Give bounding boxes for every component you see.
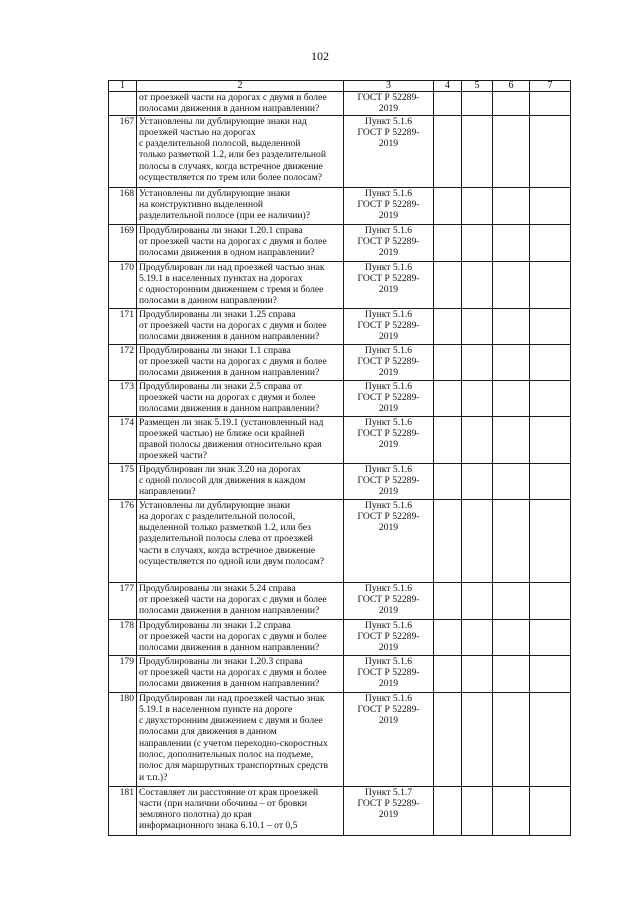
- reference-line: ГОСТ Р 52289-: [357, 474, 420, 486]
- empty-cell-col-7: [530, 692, 571, 786]
- reference-line: ГОСТ Р 52289-: [357, 703, 420, 715]
- reference-line: Пункт 5.1.6: [364, 463, 413, 475]
- reference-line: 2019: [378, 642, 399, 654]
- question-line: от проезжей части на дорогах с двумя и более: [139, 92, 327, 103]
- empty-cell-col-5: [462, 416, 493, 463]
- question-line: полосами движения в одном направлении?: [139, 247, 315, 259]
- question-cell: [137, 187, 344, 224]
- empty-cell-col-6: [493, 344, 530, 380]
- table-row: [109, 308, 571, 344]
- empty-cell-col-5: [462, 655, 493, 692]
- question-line: полосами движения в данном направлении?: [139, 642, 320, 654]
- reference-line: ГОСТ Р 52289-: [357, 427, 420, 439]
- question-cell: [137, 499, 344, 582]
- empty-cell-col-4: [434, 582, 462, 619]
- question-line: разделительной полосе (при ее наличии)?: [139, 210, 310, 222]
- question-line: правой полосы движения относительно края: [139, 439, 322, 451]
- question-line: полосами в данном направлении?: [139, 295, 277, 307]
- row-number: 173: [109, 380, 137, 416]
- empty-cell-col-4: [434, 416, 462, 463]
- empty-cell-col-4: [434, 308, 462, 344]
- question-line: от проезжей части на дорогах с двумя и более: [139, 235, 327, 247]
- question-line: проезжей части?: [139, 450, 208, 462]
- empty-cell-col-5: [462, 499, 493, 582]
- question-line: с одной полосой для движения в каждом: [139, 474, 306, 486]
- reference-cell: [344, 344, 434, 380]
- question-line: Продублированы ли знаки 1.20.3 справа: [139, 655, 303, 667]
- reference-line: Пункт 5.1.6: [364, 619, 413, 631]
- empty-cell-col-7: [530, 115, 571, 187]
- question-line: части (при наличии обочины – от бровки: [139, 797, 308, 809]
- reference-cell: [344, 786, 434, 835]
- empty-cell-col-7: [530, 655, 571, 692]
- row-number: 170: [109, 261, 137, 308]
- question-line: осуществляется по одной или двум полосам?: [139, 556, 325, 568]
- question-line: Продублированы ли знаки 1.1 справа: [139, 344, 291, 356]
- empty-cell-col-5: [462, 261, 493, 308]
- question-cell: [137, 115, 344, 187]
- table-row: [109, 344, 571, 380]
- empty-cell-col-4: [434, 655, 462, 692]
- question-line: Продублированы ли знаки 5.24 справа: [139, 582, 296, 594]
- question-cell: [137, 344, 344, 380]
- empty-cell-col-5: [462, 115, 493, 187]
- question-line: полос, дополнительных полос на подъеме,: [139, 749, 314, 761]
- question-line: Продублирован ли над проезжей частью знак: [139, 261, 325, 273]
- reference-line: 2019: [378, 247, 399, 259]
- reference-line: Пункт 5.1.6: [364, 416, 413, 428]
- question-cell: [137, 619, 344, 655]
- reference-line: 2019: [378, 210, 399, 222]
- empty-cell-col-6: [493, 224, 530, 261]
- row-number: 180: [109, 692, 137, 786]
- empty-cell-col-7: [530, 308, 571, 344]
- empty-cell-col-6: [493, 499, 530, 582]
- reference-line: Пункт 5.1.6: [364, 499, 413, 511]
- row-number: 177: [109, 582, 137, 619]
- table-row: [109, 115, 571, 187]
- empty-cell-col-5: [462, 582, 493, 619]
- table-row: [109, 416, 571, 463]
- empty-cell-col-7: [530, 380, 571, 416]
- reference-line: ГОСТ Р 52289-: [357, 630, 420, 642]
- reference-line: 2019: [378, 715, 399, 727]
- empty-cell-col-4: [434, 380, 462, 416]
- reference-line: ГОСТ Р 52289-: [357, 198, 420, 210]
- question-cell: [137, 308, 344, 344]
- reference-line: ГОСТ Р 52289-: [357, 126, 420, 138]
- page-number: 102: [311, 49, 329, 63]
- reference-line: Пункт 5.1.6: [364, 308, 413, 320]
- question-line: полосами движения в данном направлении?: [139, 605, 320, 617]
- question-cell: [137, 582, 344, 619]
- reference-cell: [344, 92, 434, 116]
- table-row: [109, 655, 571, 692]
- empty-cell-col-6: [493, 380, 530, 416]
- reference-cell: [344, 619, 434, 655]
- empty-cell-col-6: [493, 655, 530, 692]
- reference-line: ГОСТ Р 52289-: [357, 235, 420, 247]
- empty-cell-col-5: [462, 786, 493, 835]
- empty-cell-col-6: [493, 308, 530, 344]
- question-line: части в случаях, когда встречное движение: [139, 544, 316, 556]
- question-line: Размещен ли знак 5.19.1 (установленный над: [139, 416, 324, 428]
- table-row: [109, 92, 571, 116]
- row-number: 169: [109, 224, 137, 261]
- reference-line: Пункт 5.1.6: [364, 380, 413, 392]
- table-row: [109, 786, 571, 835]
- reference-cell: [344, 187, 434, 224]
- empty-cell-col-6: [493, 619, 530, 655]
- row-number: 167: [109, 115, 137, 187]
- empty-cell-col-5: [462, 463, 493, 499]
- empty-cell-col-6: [493, 692, 530, 786]
- empty-cell-col-6: [493, 463, 530, 499]
- reference-line: ГОСТ Р 52289-: [357, 593, 420, 605]
- empty-cell-col-7: [530, 344, 571, 380]
- row-number: 176: [109, 499, 137, 582]
- question-line: от проезжей части на дорогах с двумя и более: [139, 630, 327, 642]
- question-line: полосами движения в данном направлении?: [139, 678, 320, 690]
- empty-cell-col-7: [530, 786, 571, 835]
- reference-line: Пункт 5.1.6: [364, 582, 413, 594]
- reference-line: ГОСТ Р 52289-: [357, 391, 420, 403]
- question-line: Установлены ли дублирующие знаки над: [139, 115, 307, 127]
- reference-line: Пункт 5.1.7: [364, 786, 413, 798]
- question-line: Продублированы ли знаки 1.2 справа: [139, 619, 291, 631]
- question-line: Продублирован ли над проезжей частью знак: [139, 692, 325, 704]
- empty-cell-col-7: [530, 416, 571, 463]
- row-number: 178: [109, 619, 137, 655]
- header-row: [109, 81, 571, 92]
- reference-line: Пункт 5.1.6: [364, 115, 413, 127]
- empty-cell-col-4: [434, 692, 462, 786]
- table-row: [109, 380, 571, 416]
- table-row: [109, 499, 571, 582]
- question-line: 5.19.1 в населенном пункте на дороге: [139, 703, 293, 715]
- empty-cell-col-6: [493, 786, 530, 835]
- question-line: проезжей частью на дорогах: [139, 126, 256, 138]
- question-line: полосами для движения в данном: [139, 726, 277, 738]
- empty-cell-col-4: [434, 499, 462, 582]
- header-cell: 7: [530, 81, 571, 92]
- header-cell: 1: [109, 81, 137, 92]
- row-number: 174: [109, 416, 137, 463]
- question-line: Продублированы ли знаки 1.20.1 справа: [139, 224, 303, 236]
- reference-line: Пункт 5.1.6: [364, 187, 413, 199]
- question-line: с односторонним движением с тремя и более: [139, 284, 324, 296]
- question-line: Установлены ли дублирующие знаки: [139, 187, 291, 199]
- reference-line: 2019: [378, 678, 399, 690]
- empty-cell-col-7: [530, 224, 571, 261]
- reference-line: 2019: [378, 367, 399, 379]
- reference-line: 2019: [378, 403, 399, 415]
- reference-line: 2019: [378, 284, 399, 296]
- question-cell: [137, 786, 344, 835]
- reference-line: ГОСТ Р 52289-: [357, 272, 420, 284]
- question-cell: [137, 463, 344, 499]
- empty-cell-col-5: [462, 187, 493, 224]
- question-cell: [137, 416, 344, 463]
- table-row: [109, 692, 571, 786]
- row-number: 168: [109, 187, 137, 224]
- reference-line: Пункт 5.1.6: [364, 655, 413, 667]
- empty-cell-col-5: [462, 692, 493, 786]
- question-cell: [137, 692, 344, 786]
- question-line: 5.19.1 в населенных пунктах на дорогах: [139, 272, 303, 284]
- question-line: полосы в случаях, когда встречное движение: [139, 160, 323, 172]
- question-line: полосами движения в данном направлении?: [139, 331, 320, 343]
- empty-cell-col-4: [434, 224, 462, 261]
- empty-cell-col-7: [530, 187, 571, 224]
- empty-cell-col-6: [493, 187, 530, 224]
- reference-line: Пункт 5.1.6: [364, 344, 413, 356]
- empty-cell-col-4: [434, 261, 462, 308]
- reference-cell: [344, 416, 434, 463]
- reference-line: 2019: [378, 605, 399, 617]
- header-cell: 6: [493, 81, 530, 92]
- reference-line: Пункт 5.1.6: [364, 224, 413, 236]
- header-cell: 3: [344, 81, 434, 92]
- reference-line: ГОСТ Р 52289-: [357, 355, 420, 367]
- row-number: 181: [109, 786, 137, 835]
- reference-cell: [344, 463, 434, 499]
- row-number: 175: [109, 463, 137, 499]
- header-cell: 5: [462, 81, 493, 92]
- reference-line: ГОСТ Р 52289-: [357, 666, 420, 678]
- empty-cell-col-4: [434, 344, 462, 380]
- reference-cell: [344, 224, 434, 261]
- reference-cell: [344, 655, 434, 692]
- reference-cell: [344, 380, 434, 416]
- question-line: полосами движения в данном направлении?: [139, 103, 320, 115]
- header-cell: 4: [434, 81, 462, 92]
- question-line: полосами движения в данном направлении?: [139, 403, 320, 415]
- table-row: [109, 582, 571, 619]
- question-line: проезжей части на дорогах с двумя и более: [139, 391, 316, 403]
- question-line: от проезжей части на дорогах с двумя и более: [139, 319, 327, 331]
- reference-cell: [344, 308, 434, 344]
- question-line: осуществляется по трем или более полосам?: [139, 172, 323, 184]
- reference-cell: [344, 499, 434, 582]
- empty-cell-col-4: [434, 619, 462, 655]
- table-row: [109, 224, 571, 261]
- question-cell: [137, 380, 344, 416]
- reference-line: Пункт 5.1.6: [364, 261, 413, 273]
- table-row: [109, 187, 571, 224]
- empty-cell-col-6: [493, 115, 530, 187]
- empty-cell-col-5: [462, 92, 493, 116]
- empty-cell-col-6: [493, 416, 530, 463]
- question-cell: [137, 92, 344, 116]
- empty-cell-col-5: [462, 380, 493, 416]
- empty-cell-col-5: [462, 619, 493, 655]
- empty-cell-col-7: [530, 463, 571, 499]
- question-line: на конструктивно выделенной: [139, 198, 264, 210]
- reference-line: ГОСТ Р 52289-: [357, 92, 420, 103]
- reference-line: 2019: [378, 439, 399, 451]
- table-row: [109, 619, 571, 655]
- table-row: [109, 261, 571, 308]
- row-number: 172: [109, 344, 137, 380]
- question-line: от проезжей части на дорогах с двумя и более: [139, 593, 327, 605]
- question-cell: [137, 261, 344, 308]
- question-line: Продублированы ли знаки 1.25 справа: [139, 308, 296, 320]
- reference-line: 2019: [378, 522, 399, 534]
- header-cell: 2: [137, 81, 344, 92]
- reference-cell: [344, 115, 434, 187]
- empty-cell-col-4: [434, 115, 462, 187]
- question-line: Установлены ли дублирующие знаки: [139, 499, 291, 511]
- empty-cell-col-4: [434, 92, 462, 116]
- reference-cell: [344, 692, 434, 786]
- reference-line: 2019: [378, 331, 399, 343]
- empty-cell-col-7: [530, 582, 571, 619]
- question-line: с двухсторонним движением с двумя и более: [139, 715, 323, 727]
- reference-line: Пункт 5.1.6: [364, 692, 413, 704]
- reference-line: ГОСТ Р 52289-: [357, 510, 420, 522]
- empty-cell-col-6: [493, 582, 530, 619]
- empty-cell-col-5: [462, 344, 493, 380]
- question-line: только разметкой 1.2, или без разделительной: [139, 149, 326, 161]
- empty-cell-col-7: [530, 92, 571, 116]
- question-line: разделительной полосы слева от проезжей: [139, 533, 313, 545]
- empty-cell-col-4: [434, 187, 462, 224]
- question-cell: [137, 655, 344, 692]
- empty-cell-col-7: [530, 499, 571, 582]
- question-line: проезжей частью) не ближе оси крайней: [139, 427, 305, 439]
- question-line: от проезжей части на дорогах с двумя и более: [139, 666, 327, 678]
- question-line: от проезжей части на дорогах с двумя и более: [139, 355, 327, 367]
- question-line: полос для маршрутных транспортных средств: [139, 760, 329, 772]
- question-line: земляного полотна) до края: [139, 809, 252, 821]
- question-line: с разделительной полосой, выделенной: [139, 138, 301, 150]
- row-number: 179: [109, 655, 137, 692]
- question-line: Составляет ли расстояние от края проезжей: [139, 786, 319, 798]
- question-line: на дорогах с разделительной полосой,: [139, 510, 296, 522]
- reference-line: 2019: [378, 809, 399, 821]
- empty-cell-col-5: [462, 224, 493, 261]
- reference-line: ГОСТ Р 52289-: [357, 319, 420, 331]
- question-line: Продублирован ли знак 3.20 на дорогах: [139, 463, 301, 475]
- checklist-table: [108, 80, 571, 836]
- row-number: [109, 92, 137, 116]
- question-line: Продублированы ли знаки 2.5 справа от: [139, 380, 303, 392]
- question-line: полосами движения в данном направлении?: [139, 367, 320, 379]
- empty-cell-col-5: [462, 308, 493, 344]
- reference-line: 2019: [378, 138, 399, 150]
- row-number: 171: [109, 308, 137, 344]
- empty-cell-col-4: [434, 786, 462, 835]
- empty-cell-col-7: [530, 261, 571, 308]
- table-row: [109, 463, 571, 499]
- question-line: направлении (с учетом переходно-скоростных: [139, 737, 328, 749]
- reference-cell: [344, 261, 434, 308]
- empty-cell-col-7: [530, 619, 571, 655]
- empty-cell-col-6: [493, 92, 530, 116]
- question-line: и т.п.)?: [139, 771, 168, 783]
- reference-line: 2019: [378, 103, 399, 115]
- empty-cell-col-6: [493, 261, 530, 308]
- reference-cell: [344, 582, 434, 619]
- question-line: выделенной только разметкой 1.2, или без: [139, 522, 311, 534]
- question-cell: [137, 224, 344, 261]
- empty-cell-col-4: [434, 463, 462, 499]
- reference-line: 2019: [378, 486, 399, 498]
- question-line: направлении?: [139, 486, 196, 498]
- reference-line: ГОСТ Р 52289-: [357, 797, 420, 809]
- question-line: информационного знака 6.10.1 – от 0,5: [139, 820, 298, 832]
